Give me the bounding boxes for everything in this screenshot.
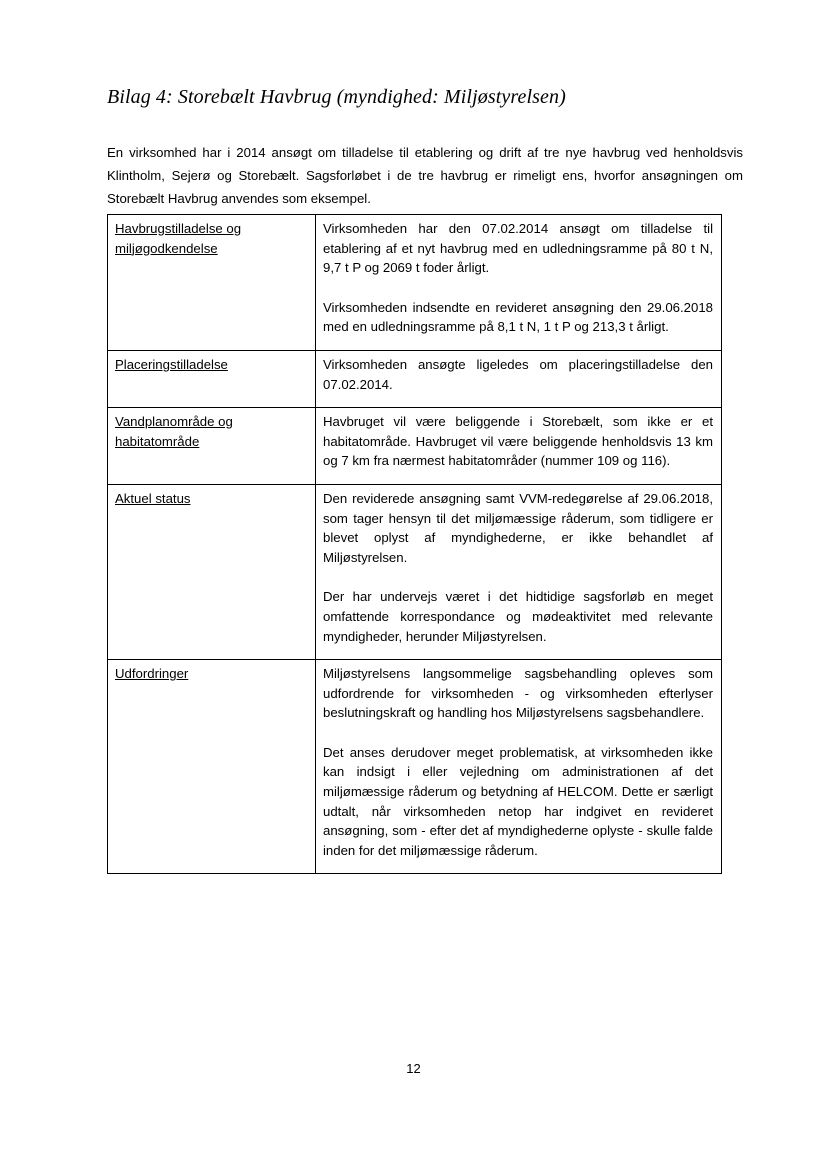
row-value-cell [316,484,722,659]
row-label: Aktuel status [115,490,191,506]
row-value-cell [316,408,722,485]
row-label-cell [108,408,316,485]
row-label-cell [108,215,316,351]
row-paragraph: Virksomheden har den 07.02.2014 ansøgt om tilladelse til etablering af et nyt havbrug med en udledningsramme på 80 t N, 9,7 t P og 2069 t foder årligt. [323,221,713,276]
row-value-cell [316,660,722,874]
row-label: Placeringstilladelse [115,356,228,372]
row-paragraph: Der har undervejs været i det hidtidige sagsforløb en meget omfattende korrespondance og mødeaktivitet med relevante myndigheder, herunder Miljøstyrelsen. [323,589,713,644]
table-row [108,484,722,659]
row-value-cell [316,215,722,351]
table-row [108,215,722,351]
row-paragraph: Det anses derudover meget problematisk, at virksomheden ikke kan indsigt i eller vejledning om administrationen af det miljømæssige råderum og betydning af HELCOM. Dette er særligt udtalt, når virksomheden netop har indgivet en revideret ansøgning, som - efter det af myndighederne oplyste - skulle falde inden for det miljømæssige råderum. [323,744,713,858]
row-paragraph: Virksomheden indsendte en revideret ansøgning den 29.06.2018 med en udledningsramme på 8,1 t N, 1 t P og 213,3 t årligt. [323,299,713,335]
table-row [108,408,722,485]
row-label-cell [108,484,316,659]
row-label: Vandplanområde og habitatområde [115,414,233,449]
row-label-cell [108,660,316,874]
page-title: Bilag 4: Storebælt Havbrug (myndighed: Miljøstyrelsen) [107,86,566,108]
table-row [108,350,722,407]
row-label-cell [108,350,316,407]
row-label: Udfordringer [115,666,189,682]
row-label: Havbrugstilladelse og miljøgodkendelse [115,221,242,256]
page-number: 12 [406,1061,421,1076]
row-paragraph: Havbruget vil være beliggende i Storebælt, som ikke er et habitatområde. Havbruget vil være beliggende henholdsvis 13 km og 7 km fra nærmest habitatområder (nummer 109 og 116). [323,414,713,469]
info-table [107,214,722,874]
row-value-cell [316,350,722,407]
row-paragraph: Den reviderede ansøgning samt VVM-redegørelse af 29.06.2018, som tager hensyn til det miljømæssige råderum, som tidligere er blevet oplyst af myndighederne, er ikke behandlet af Miljøstyrelsen. [323,490,713,565]
table-row [108,660,722,874]
row-paragraph: Miljøstyrelsens langsommelige sagsbehandling opleves som udfordrende for virksomheden - og virksomheden efterlyser beslutningskraft og handling hos Miljøstyrelsens sagsbehandlere. [323,666,713,721]
intro-paragraph: En virksomhed har i 2014 ansøgt om tilladelse til etablering og drift af tre nye havbrug ved henholdsvis Klintholm, Sejerø og Storebælt. Sagsforløbet i de tre havbrug er rimeligt ens, hvorfor ansøgningen om Storebælt Havbrug anvendes som eksempel. [107,145,743,206]
row-paragraph: Virksomheden ansøgte ligeledes om placeringstilladelse den 07.02.2014. [323,356,713,392]
